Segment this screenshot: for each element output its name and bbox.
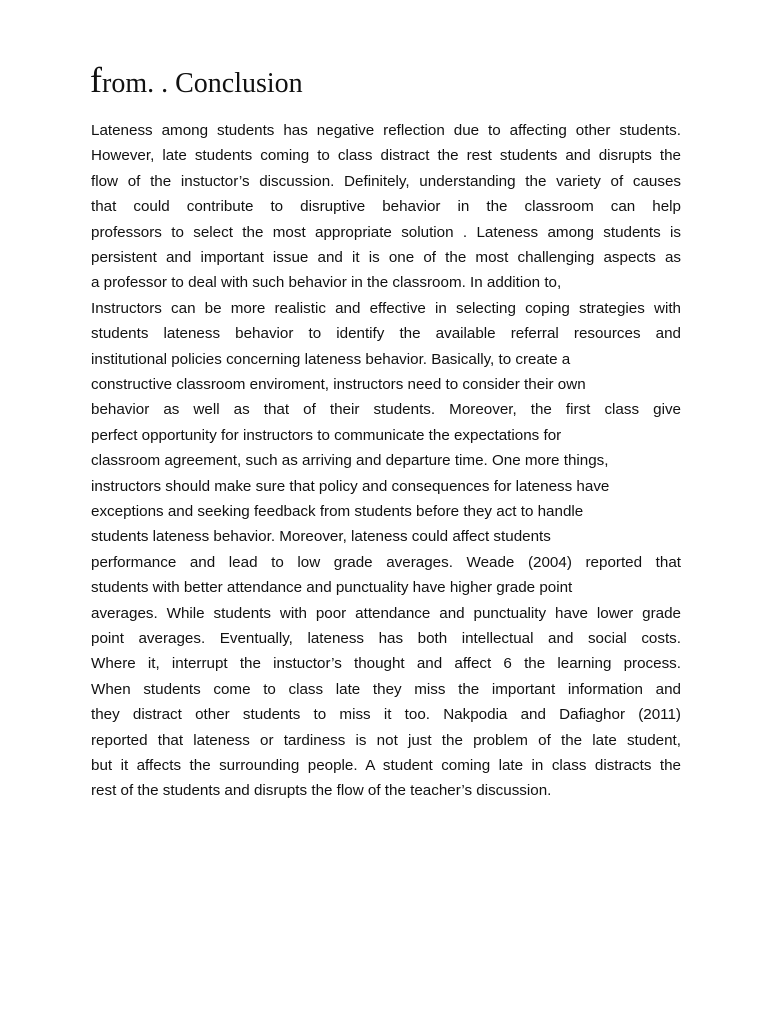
paragraph-line: reported that lateness or tardiness is not just the problem of the late student, <box>91 731 681 749</box>
paragraph-line: students lateness behavior to identify the available referral resources and <box>91 325 681 343</box>
heading-text: rom. . Conclusion <box>102 68 303 99</box>
paragraph-line: averages. While students with poor attendance and punctuality have lower grade <box>91 604 681 622</box>
paragraph-line: When students come to class late they miss the important information and <box>91 680 681 698</box>
paragraph-line: exceptions and seeking feedback from students before they act to handle <box>91 502 584 520</box>
paragraph-line: perfect opportunity for instructors to communicate the expectations for <box>91 426 562 444</box>
paragraph-line: students lateness behavior. Moreover, lateness could affect students <box>91 528 551 546</box>
paragraph-line: point averages. Eventually, lateness has both intellectual and social costs. <box>91 629 681 647</box>
paragraph-line: Lateness among students has negative reflection due to affecting other students. <box>91 122 681 139</box>
paragraph-line: institutional policies concerning lateness behavior. Basically, to create a <box>91 350 571 368</box>
heading-first-letter: f <box>90 60 102 100</box>
paragraph-line: rest of the students and disrupts the flow of the teacher’s discussion. <box>91 782 552 800</box>
paragraph-line: but it affects the surrounding people. A student coming late in class distracts the <box>91 756 681 774</box>
paragraph-line: students with better attendance and punctuality have higher grade point <box>91 579 573 597</box>
page-heading <box>90 60 303 104</box>
paragraph-line: Where it, interrupt the instuctor’s thought and affect 6 the learning process. <box>91 655 681 673</box>
paragraph-line: flow of the instuctor’s discussion. Definitely, understanding the variety of causes <box>91 172 681 190</box>
paragraph-line: that could contribute to disruptive behavior in the classroom can help <box>91 198 681 216</box>
paragraph-line: Instructors can be more realistic and effective in selecting coping strategies with <box>91 299 681 317</box>
paragraph-line: performance and lead to low grade averages. Weade (2004) reported that <box>91 553 681 571</box>
paragraph-line: a professor to deal with such behavior in the classroom. In addition to, <box>91 274 562 292</box>
paragraph-line: persistent and important issue and it is one of the most challenging aspects as <box>91 248 681 266</box>
conclusion-paragraph <box>91 118 681 804</box>
paragraph-line: behavior as well as that of their students. Moreover, the first class give <box>91 401 681 419</box>
paragraph-line: instructors should make sure that policy and consequences for lateness have <box>91 477 610 495</box>
paragraph-line: constructive classroom enviroment, instructors need to consider their own <box>91 375 586 393</box>
paragraph-line: However, late students coming to class distract the rest students and disrupts the <box>91 147 681 165</box>
paragraph-line: classroom agreement, such as arriving and departure time. One more things, <box>91 452 609 470</box>
paragraph-line: professors to select the most appropriate solution . Lateness among students is <box>91 223 681 241</box>
paragraph-line: they distract other students to miss it too. Nakpodia and Dafiaghor (2011) <box>91 706 681 724</box>
